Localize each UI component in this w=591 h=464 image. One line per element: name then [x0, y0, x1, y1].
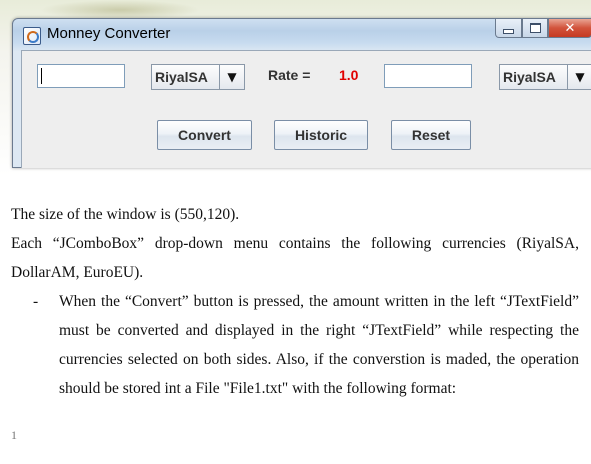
maximize-icon	[530, 23, 541, 33]
amount-input-left[interactable]	[37, 64, 125, 88]
chevron-down-icon[interactable]: ▼	[567, 65, 591, 89]
amount-output-right[interactable]	[384, 64, 472, 88]
converter-window	[12, 18, 591, 168]
minimize-icon	[503, 29, 514, 34]
maximize-button[interactable]	[522, 19, 548, 38]
paragraph-window-size: The size of the window is (550,120).	[11, 206, 240, 223]
window-content	[21, 50, 591, 168]
window-title: Monney Converter	[47, 25, 171, 42]
convert-button[interactable]: Convert	[157, 120, 252, 150]
rate-value: 1.0	[339, 67, 359, 83]
bullet-item	[33, 287, 579, 403]
page-number: 1	[11, 428, 17, 442]
currency-select-left-value: RiyalSA	[155, 69, 208, 85]
title-bar[interactable]	[13, 19, 591, 49]
reset-button[interactable]: Reset	[391, 120, 471, 150]
paragraph-combobox: Each “JComboBox” drop-down menu contains the following currencies (RiyalSA, DollarAM, EuroEU).	[11, 235, 579, 281]
close-icon: ✕	[564, 20, 576, 36]
chevron-down-icon[interactable]: ▼	[219, 65, 244, 89]
currency-select-right-value: RiyalSA	[503, 69, 556, 85]
minimize-button[interactable]	[495, 19, 522, 38]
historic-button[interactable]: Historic	[274, 120, 368, 150]
document-body	[11, 200, 579, 403]
currency-select-right[interactable]	[499, 64, 591, 90]
bullet-text: When the “Convert” button is pressed, the amount written in the left “JTextField” must be converted and displayed in the right “JTextField” while respecting the currencies selected on both sides. Also, if the converstion is maded, the operation should be stored int a File "File1.txt" with the following format:	[59, 293, 579, 397]
close-button[interactable]	[548, 19, 591, 38]
currency-select-left[interactable]	[151, 64, 245, 90]
rate-label: Rate =	[268, 67, 311, 83]
background-blur	[40, 0, 200, 20]
bullet-marker: -	[33, 293, 39, 310]
window-screenshot	[0, 0, 591, 176]
java-app-icon	[23, 27, 41, 45]
